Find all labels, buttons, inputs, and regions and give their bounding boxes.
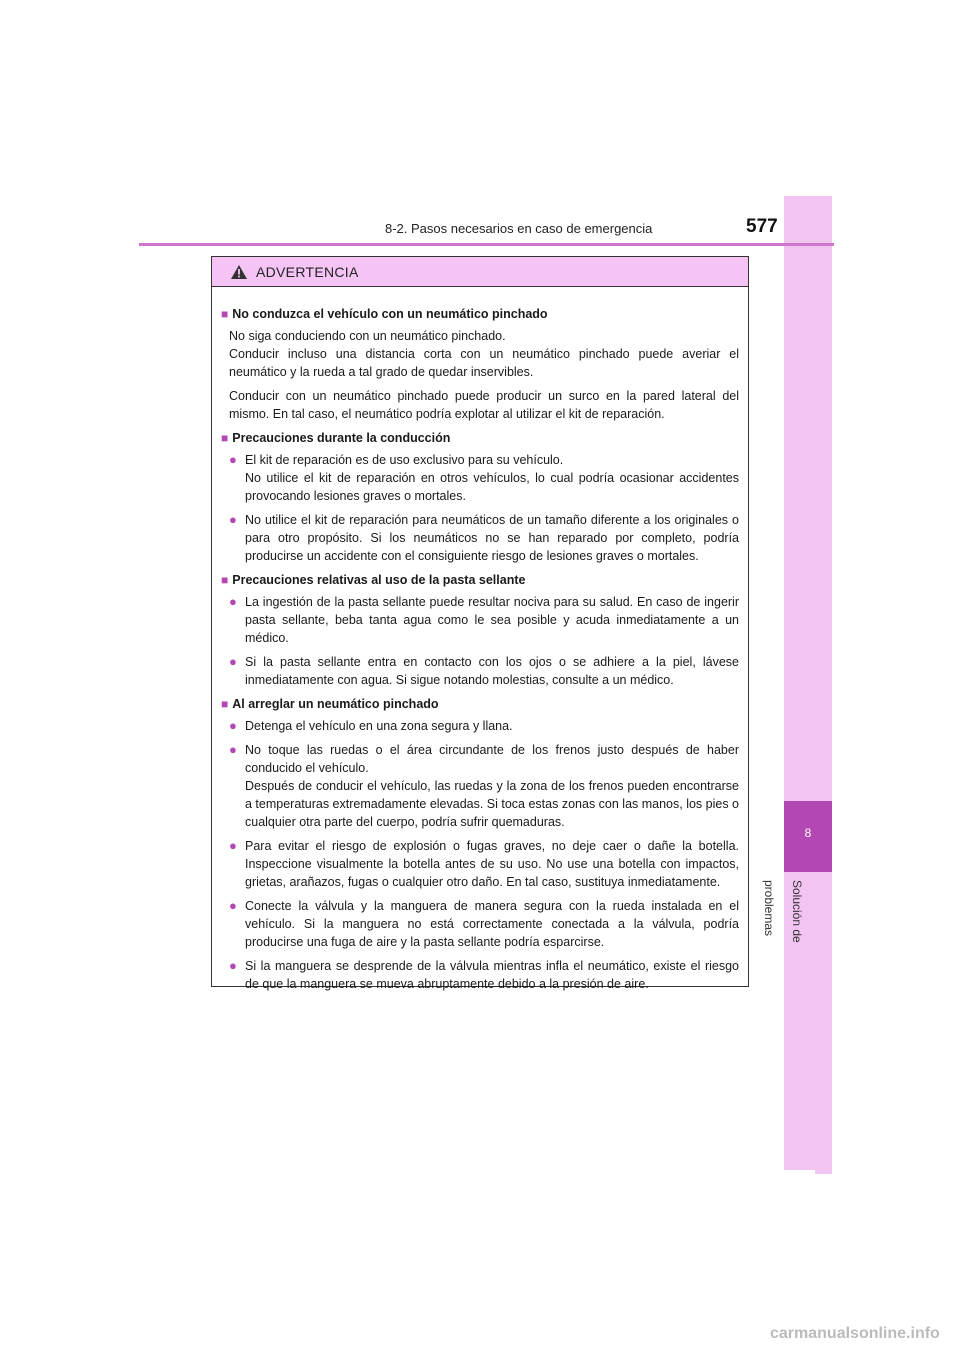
chapter-number: 8: [804, 826, 812, 840]
round-bullet-icon: ●: [229, 594, 237, 609]
round-bullet-icon: ●: [229, 742, 237, 757]
list-item: ● Para evitar el riesgo de explosión o fugas graves, no deje caer o dañe la botella. Inspeccione visualmente la botella antes de su uso. No use una botella con impactos, grietas, arañazos, fugas o cualquier otro daño. En tal caso, sustituya inmediatamente.: [229, 838, 739, 889]
paragraph: No siga conduciendo con un neumático pinchado. Conducir incluso una distancia corta con un neumático pinchado puede averiar el neumático y la rueda a tal grado de quedar inservibles.: [229, 329, 739, 379]
side-tab-notch: [815, 1168, 832, 1174]
round-bullet-icon: ●: [229, 898, 237, 913]
round-bullet-icon: ●: [229, 838, 237, 853]
list-item: ● La ingestión de la pasta sellante puede resultar nociva para su salud. En caso de ingerir pasta sellante, beba tanta agua como le sea posible y acuda inmediatamente a un médico.: [229, 594, 739, 645]
round-bullet-icon: ●: [229, 512, 237, 527]
warning-header: [212, 257, 748, 287]
page-number: 577: [746, 216, 778, 237]
list-item: ● El kit de reparación es de uso exclusivo para su vehículo. No utilice el kit de reparación en otros vehículos, lo cual podría ocasionar accidentes provocando lesiones graves o mortales.: [229, 452, 739, 503]
list-item: ● Si la pasta sellante entra en contacto con los ojos o se adhiere a la piel, lávese inmediatamente con agua. Si sigue notando molestias, consulte a un médico.: [229, 654, 739, 687]
square-bullet-icon: ■: [221, 431, 229, 445]
square-bullet-icon: ■: [221, 307, 229, 321]
list-item: ● No utilice el kit de reparación para neumáticos de un tamaño diferente a los originales o para otro propósito. Si los neumáticos no se han reparado por completo, podría producirse un accidente con el consiguiente riesgo de lesiones graves o mortales.: [229, 512, 739, 563]
subheading: ■ Al arreglar un neumático pinchado: [221, 697, 439, 711]
round-bullet-icon: ●: [229, 654, 237, 669]
header-rule: [139, 243, 834, 246]
subheading: ■ No conduzca el vehículo con un neumático pinchado: [221, 307, 548, 321]
warning-title: ADVERTENCIA: [256, 263, 359, 280]
warning-triangle-icon: [230, 264, 248, 280]
paragraph: Conducir con un neumático pinchado puede producir un surco en la pared lateral del mismo. En tal caso, el neumático podría explotar al utilizar el kit de reparación.: [229, 389, 739, 421]
list-item: ● Conecte la válvula y la manguera de manera segura con la rueda instalada en el vehículo. Si la manguera no está correctamente conectada a la válvula, podría producirse una fuga de aire y la pasta sellante podría esparcirse.: [229, 898, 739, 949]
list-item: ● No toque las ruedas o el área circundante de los frenos justo después de haber conducido el vehículo. Después de conducir el vehículo, las ruedas y la zona de los frenos pueden encontrarse a temperaturas extremadamente elevadas. Si toca estas zonas con las manos, los pies o cualquier otra parte del cuerpo, podría sufrir quemaduras.: [229, 742, 740, 829]
square-bullet-icon: ■: [221, 697, 229, 711]
section-title: 8-2. Pasos necesarios en caso de emergencia: [385, 221, 653, 236]
round-bullet-icon: ●: [229, 718, 237, 733]
round-bullet-icon: ●: [229, 958, 237, 973]
subheading: ■ Precauciones relativas al uso de la pasta sellante: [221, 573, 526, 587]
warning-body: [212, 287, 748, 993]
square-bullet-icon: ■: [221, 573, 229, 587]
subheading: ■ Precauciones durante la conducción: [221, 431, 451, 445]
list-item: ● Si la manguera se desprende de la válvula mientras infla el neumático, existe el riesgo de que la manguera se mueva abruptamente debido a la presión de aire.: [229, 958, 739, 991]
warning-box: [211, 256, 749, 991]
watermark: carmanualsonline.info: [770, 1325, 940, 1342]
chapter-title: Solución de problemas: [762, 880, 804, 943]
round-bullet-icon: ●: [229, 452, 237, 467]
list-item: ● Detenga el vehículo en una zona segura y llana.: [229, 718, 513, 733]
